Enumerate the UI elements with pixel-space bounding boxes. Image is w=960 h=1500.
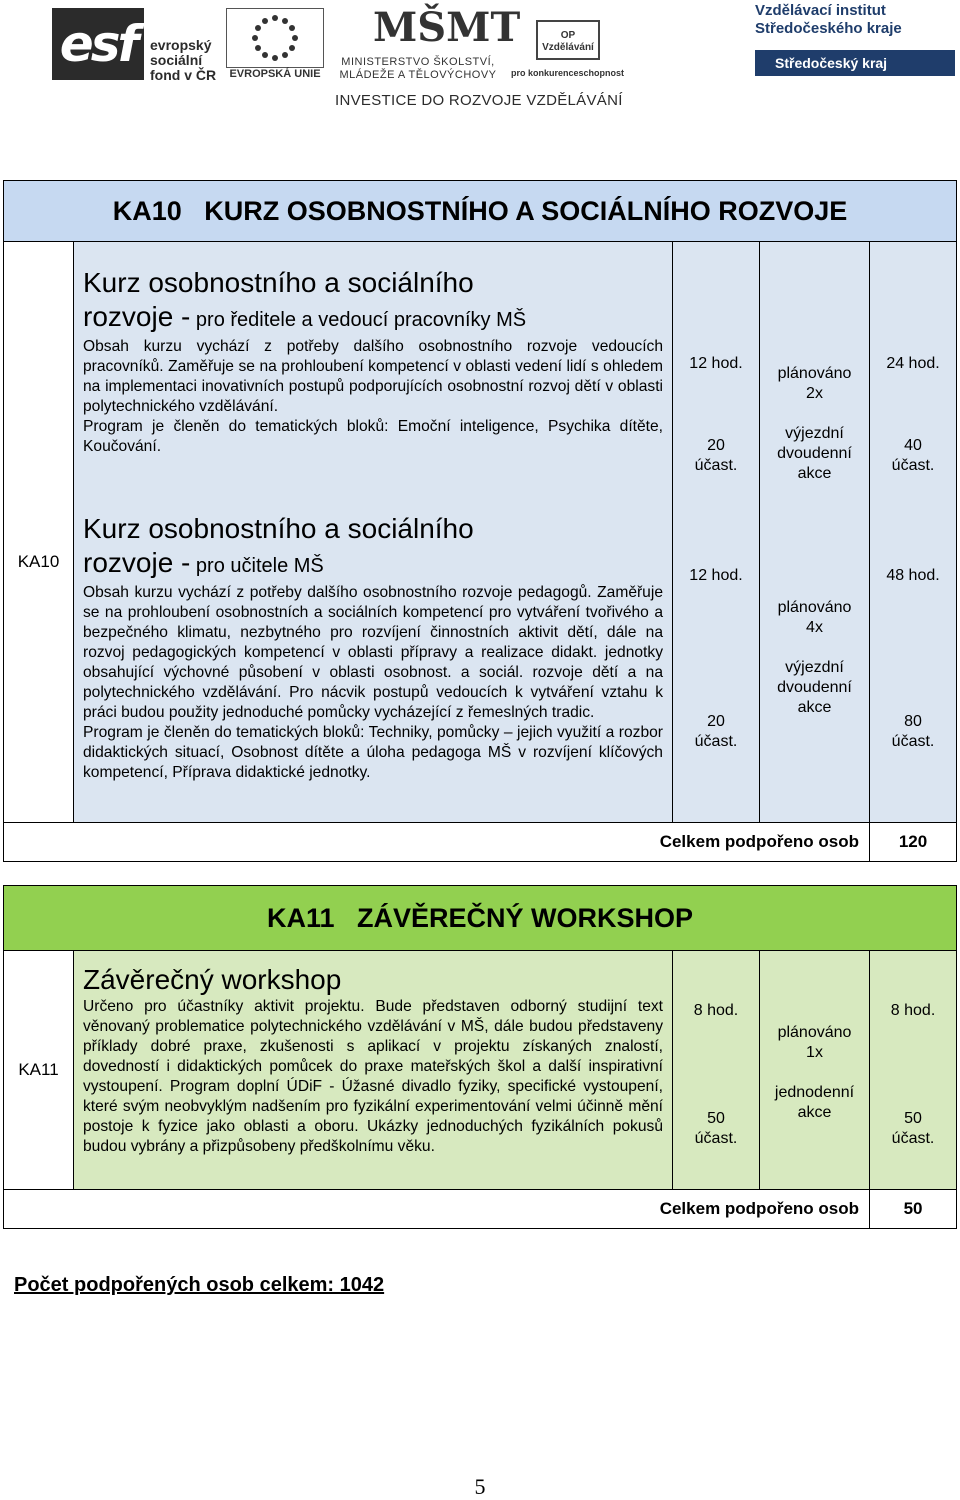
total-value: 50	[870, 1190, 957, 1229]
total-hours: 8 hod.	[890, 1002, 936, 1019]
op-text: pro konkurenceschopnost	[510, 68, 625, 78]
ka10-label-cell	[4, 242, 74, 823]
course-title: Kurz osobnostního a sociálního	[83, 513, 474, 544]
esf-text: evropský sociální fond v ČR	[150, 37, 217, 83]
course-description	[74, 502, 673, 823]
plan-cell: plánováno 4x výjezdní dvoudenní akce	[760, 502, 870, 823]
course-title-line2: rozvoje - pro učitele MŠ	[83, 547, 324, 578]
grand-total: Počet podpořených osob celkem: 1042	[14, 1274, 385, 1296]
course-program: Program je členěn do tematických bloků: Emoční inteligence, Psychika dítěte, Koučování.	[83, 418, 663, 455]
course-audience: pro ředitele a vedoucí pracovníky MŠ	[190, 309, 527, 331]
vi-text: Vzdělávací institut Středočeského kraje	[755, 2, 902, 37]
total-hours: 48 hod.	[886, 567, 940, 584]
ka11-label: KA11	[18, 1060, 59, 1079]
course-text: Obsah kurzu vychází z potřeby dalšího osobnostního rozvoje vedoucích pracovníků. Zaměřuje se na prohloubení kompetencí v oblasti vedení lidí s ohledem na implementaci inovativních postupů podporujících osobnostní rozvoj dětí v oblasti polytechnického vzdělávání.	[83, 338, 663, 415]
vi-logo	[755, 2, 955, 82]
hours-cell: 12 hod. 20 účast.	[673, 502, 760, 823]
course-audience: pro učitele MŠ	[190, 555, 324, 577]
ka11-label-cell	[4, 951, 74, 1190]
hours: 8 hod.	[693, 1002, 739, 1019]
total-cell: 48 hod. 80 účast.	[870, 502, 957, 823]
op-mark: OP Vzdělávání	[536, 20, 600, 60]
participants-unit: účast.	[694, 457, 738, 474]
total-row	[4, 823, 957, 862]
total-value: 120	[870, 823, 957, 862]
participants: 50	[707, 1110, 725, 1127]
msmt-mark: MŠMT	[373, 4, 521, 51]
ka10-heading: KA10 KURZ OSOBNOSTNÍHO A SOCIÁLNÍHO ROZVOJE	[4, 181, 957, 242]
total-participants: 80	[904, 713, 922, 730]
participants: 20	[707, 713, 725, 730]
course-description	[74, 242, 673, 503]
table-row	[4, 242, 957, 503]
course-title: Kurz osobnostního a sociálního	[83, 267, 474, 298]
page-number: 5	[474, 1474, 486, 1499]
total-participants: 50	[904, 1110, 922, 1127]
hours-cell	[673, 242, 760, 503]
table-row	[4, 951, 957, 1190]
total-participants: 40	[904, 437, 922, 454]
total-cell: 24 hod. 40 účast.	[870, 242, 957, 503]
table-row	[4, 502, 957, 823]
msmt-logo	[333, 4, 521, 84]
total-cell: 8 hod. 50 účast.	[870, 951, 957, 1190]
hours: 12 hod.	[689, 567, 743, 584]
ka10-table	[3, 180, 957, 862]
course-program: Program je členěn do tematických bloků: Techniky, pomůcky – jejich využití a rozbor didaktických situací, Osobnost dítěte a úloha pedagoga MŠ v rozvíjení klíčových kompetencí, Příprava didaktické jednotky.	[83, 724, 663, 781]
hours-cell: 8 hod. 50 účast.	[673, 951, 760, 1190]
course-title: Závěrečný workshop	[83, 964, 342, 995]
msmt-text: MINISTERSTVO ŠKOLSTVÍ, MLÁDEŽE A TĚLOVÝCHOVY	[339, 56, 497, 81]
participants: 20	[707, 437, 725, 454]
total-label: Celkem podpořeno osob	[4, 823, 870, 862]
investice-caption: INVESTICE DO ROZVOJE VZDĚLÁVÁNÍ	[335, 92, 623, 109]
ka11-heading: KA11 ZÁVĚREČNÝ WORKSHOP	[4, 886, 957, 951]
eu-logo	[220, 8, 330, 80]
eu-flag-icon	[226, 8, 324, 68]
plan-cell: plánováno 2x výjezdní dvoudenní akce	[760, 242, 870, 503]
course-text: Obsah kurzu vychází z potřeby dalšího osobnostního rozvoje pedagogů. Zaměřuje se na prohloubení osobnostních a sociálních kompetencí pro vytváření tvořivého a bezpečného klimatu, nezbytného pro rozvíjení činnostních aktivit dětí, dále na rozvoj pedagogických kompetencí v oblasti přípravy a realizace didakt. jednotky obsahující výchovné působení v oblasti osobnost. a sociál. rozvoje dětí a na polytechnického vzdělávání. Pro nácvik postupů vedoucích k vytváření vztahu k práci budou použity jednoduché pomůcky vycházející z řemeslných tradic.	[83, 584, 663, 721]
logo-header	[0, 0, 960, 120]
total-row	[4, 1190, 957, 1229]
plan-cell: plánováno 1x jednodenní akce	[760, 951, 870, 1190]
eu-caption: EVROPSKÁ UNIE	[229, 68, 321, 80]
total-label: Celkem podpořeno osob	[4, 1190, 870, 1229]
course-title-line2: rozvoje - pro ředitele a vedoucí pracovníky MŠ	[83, 301, 527, 332]
course-description	[74, 951, 673, 1190]
hours: 12 hod.	[689, 355, 743, 372]
ka11-table	[3, 885, 957, 1229]
esf-mark: esf	[52, 8, 144, 80]
course-text: Určeno pro účastníky aktivit projektu. Bude představen odborný studijní text věnovaný problematice polytechnického vzdělávání v MŠ, dále budou představeny příklady dobré praxe, zkušenosti s aplikací v projektu získaných znalostí, dovedností i didaktických pomůcek do praxe mateřských škol a další inspirativní vystoupení. Program doplní ÚDiF - Úžasné divadlo fyziky, specifické vystoupení, které svým neobvyklým nadšením pro fyzikální experimentování velmi účinně mění postoje k fyzice jako oblasti a oboru. Ukázky jednoduchých fyzikálních pokusů budou vybrány a přizpůsobeny předškolnímu věku.	[83, 998, 663, 1155]
vi-band: Středočeský kraj	[755, 50, 955, 76]
ka10-label: KA10	[17, 552, 60, 571]
total-hours: 24 hod.	[886, 355, 940, 372]
op-logo	[510, 20, 625, 84]
